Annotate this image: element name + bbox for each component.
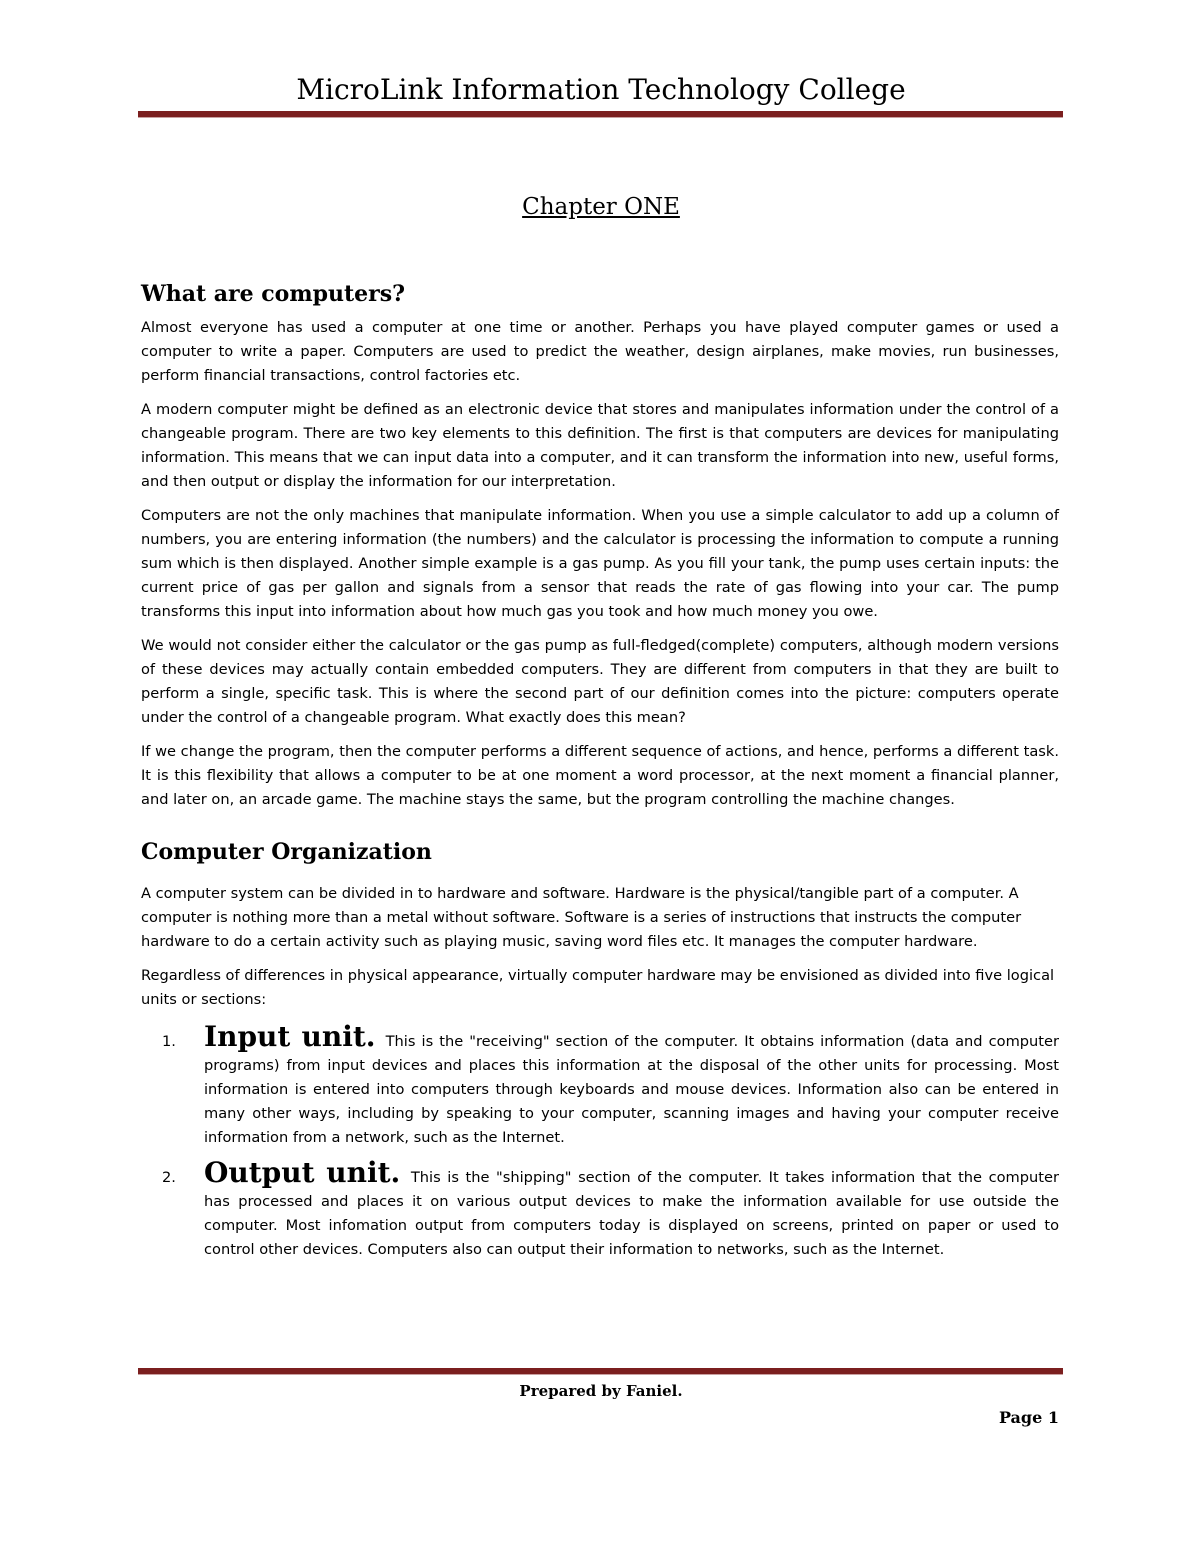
unit-title: Input unit. — [204, 1020, 376, 1053]
list-item-input-unit — [141, 1022, 1059, 1150]
unit-description: This is the "shipping" section of the computer. It takes information that the computer has processed and places it on various output devices to make the information available for use outside the computer. Most infomation output from computers today is displayed on screens, printed on paper or used to control other devices. Computers also can output their information to networks, such as the Internet. — [204, 1169, 1059, 1258]
document-body — [141, 278, 1059, 1270]
footer-rule — [138, 1368, 1063, 1375]
paragraph: Almost everyone has used a computer at one time or another. Perhaps you have played computer games or used a computer to write a paper. Computers are used to predict the weather, design airplanes, make movies, run businesses, perform financial transactions, control factories etc. — [141, 319, 1059, 384]
paragraph: We would not consider either the calculator or the gas pump as full-fledged(complete) computers, although modern versions of these devices may actually contain embedded computers. They are different from computers in that they are built to perform a single, specific task. This is where the second part of our definition comes into the picture: computers operate under the control of a changeable program. What exactly does this mean? — [141, 637, 1059, 726]
logical-units-list — [141, 1022, 1059, 1262]
paragraph: Computers are not the only machines that manipulate information. When you use a simple calculator to add up a column of numbers, you are entering information (the numbers) and the calculator is processing the information to compute a running sum which is then displayed. Another simple example is a gas pump. As you fill your tank, the pump uses certain inputs: the current price of gas per gallon and signals from a sensor that reads the rate of gas flowing into your car. The pump transforms this input into information about how much gas you took and how much money you owe. — [141, 507, 1059, 620]
page-number: Page 1 — [998, 1408, 1059, 1427]
section-heading-computer-organization: Computer Organization — [141, 839, 432, 865]
chapter-title: Chapter ONE — [522, 194, 680, 220]
header-rule — [138, 111, 1063, 118]
prepared-by: Prepared by Faniel. — [519, 1382, 683, 1400]
page-header-title: MicroLink Information Technology College — [296, 73, 906, 106]
unit-title: Output unit. — [204, 1156, 401, 1189]
unit-description: This is the "receiving" section of the computer. It obtains information (data and computer programs) from input devices and places this information at the disposal of the other units for processing. Most information is entered into computers through keyboards and mouse devices. Information also can be entered in many other ways, including by speaking to your computer, scanning images and having your computer receive information from a network, such as the Internet. — [204, 1033, 1060, 1146]
paragraph: A computer system can be divided in to hardware and software. Hardware is the physical/tangible part of a computer. A computer is nothing more than a metal without software. Software is a series of instructions that instructs the computer hardware to do a certain activity such as playing music, saving word files etc. It manages the computer hardware. — [141, 885, 1022, 950]
paragraph: Regardless of differences in physical appearance, virtually computer hardware may be envisioned as divided into five logical units or sections: — [141, 967, 1055, 1008]
paragraph: If we change the program, then the computer performs a different sequence of actions, and hence, performs a different task. It is this flexibility that allows a computer to be at one moment a word processor, at the next moment a financial planner, and later on, an arcade game. The machine stays the same, but the program controlling the machine changes. — [141, 743, 1059, 808]
paragraph: A modern computer might be defined as an electronic device that stores and manipulates information under the control of a changeable program. There are two key elements to this definition. The first is that computers are devices for manipulating information. This means that we can input data into a computer, and it can transform the information into new, useful forms, and then output or display the information for our interpretation. — [141, 401, 1059, 490]
section-heading-what-are-computers: What are computers? — [141, 281, 406, 307]
list-number: 2. — [162, 1169, 176, 1186]
list-item-output-unit — [141, 1158, 1059, 1262]
list-number: 1. — [162, 1033, 176, 1050]
